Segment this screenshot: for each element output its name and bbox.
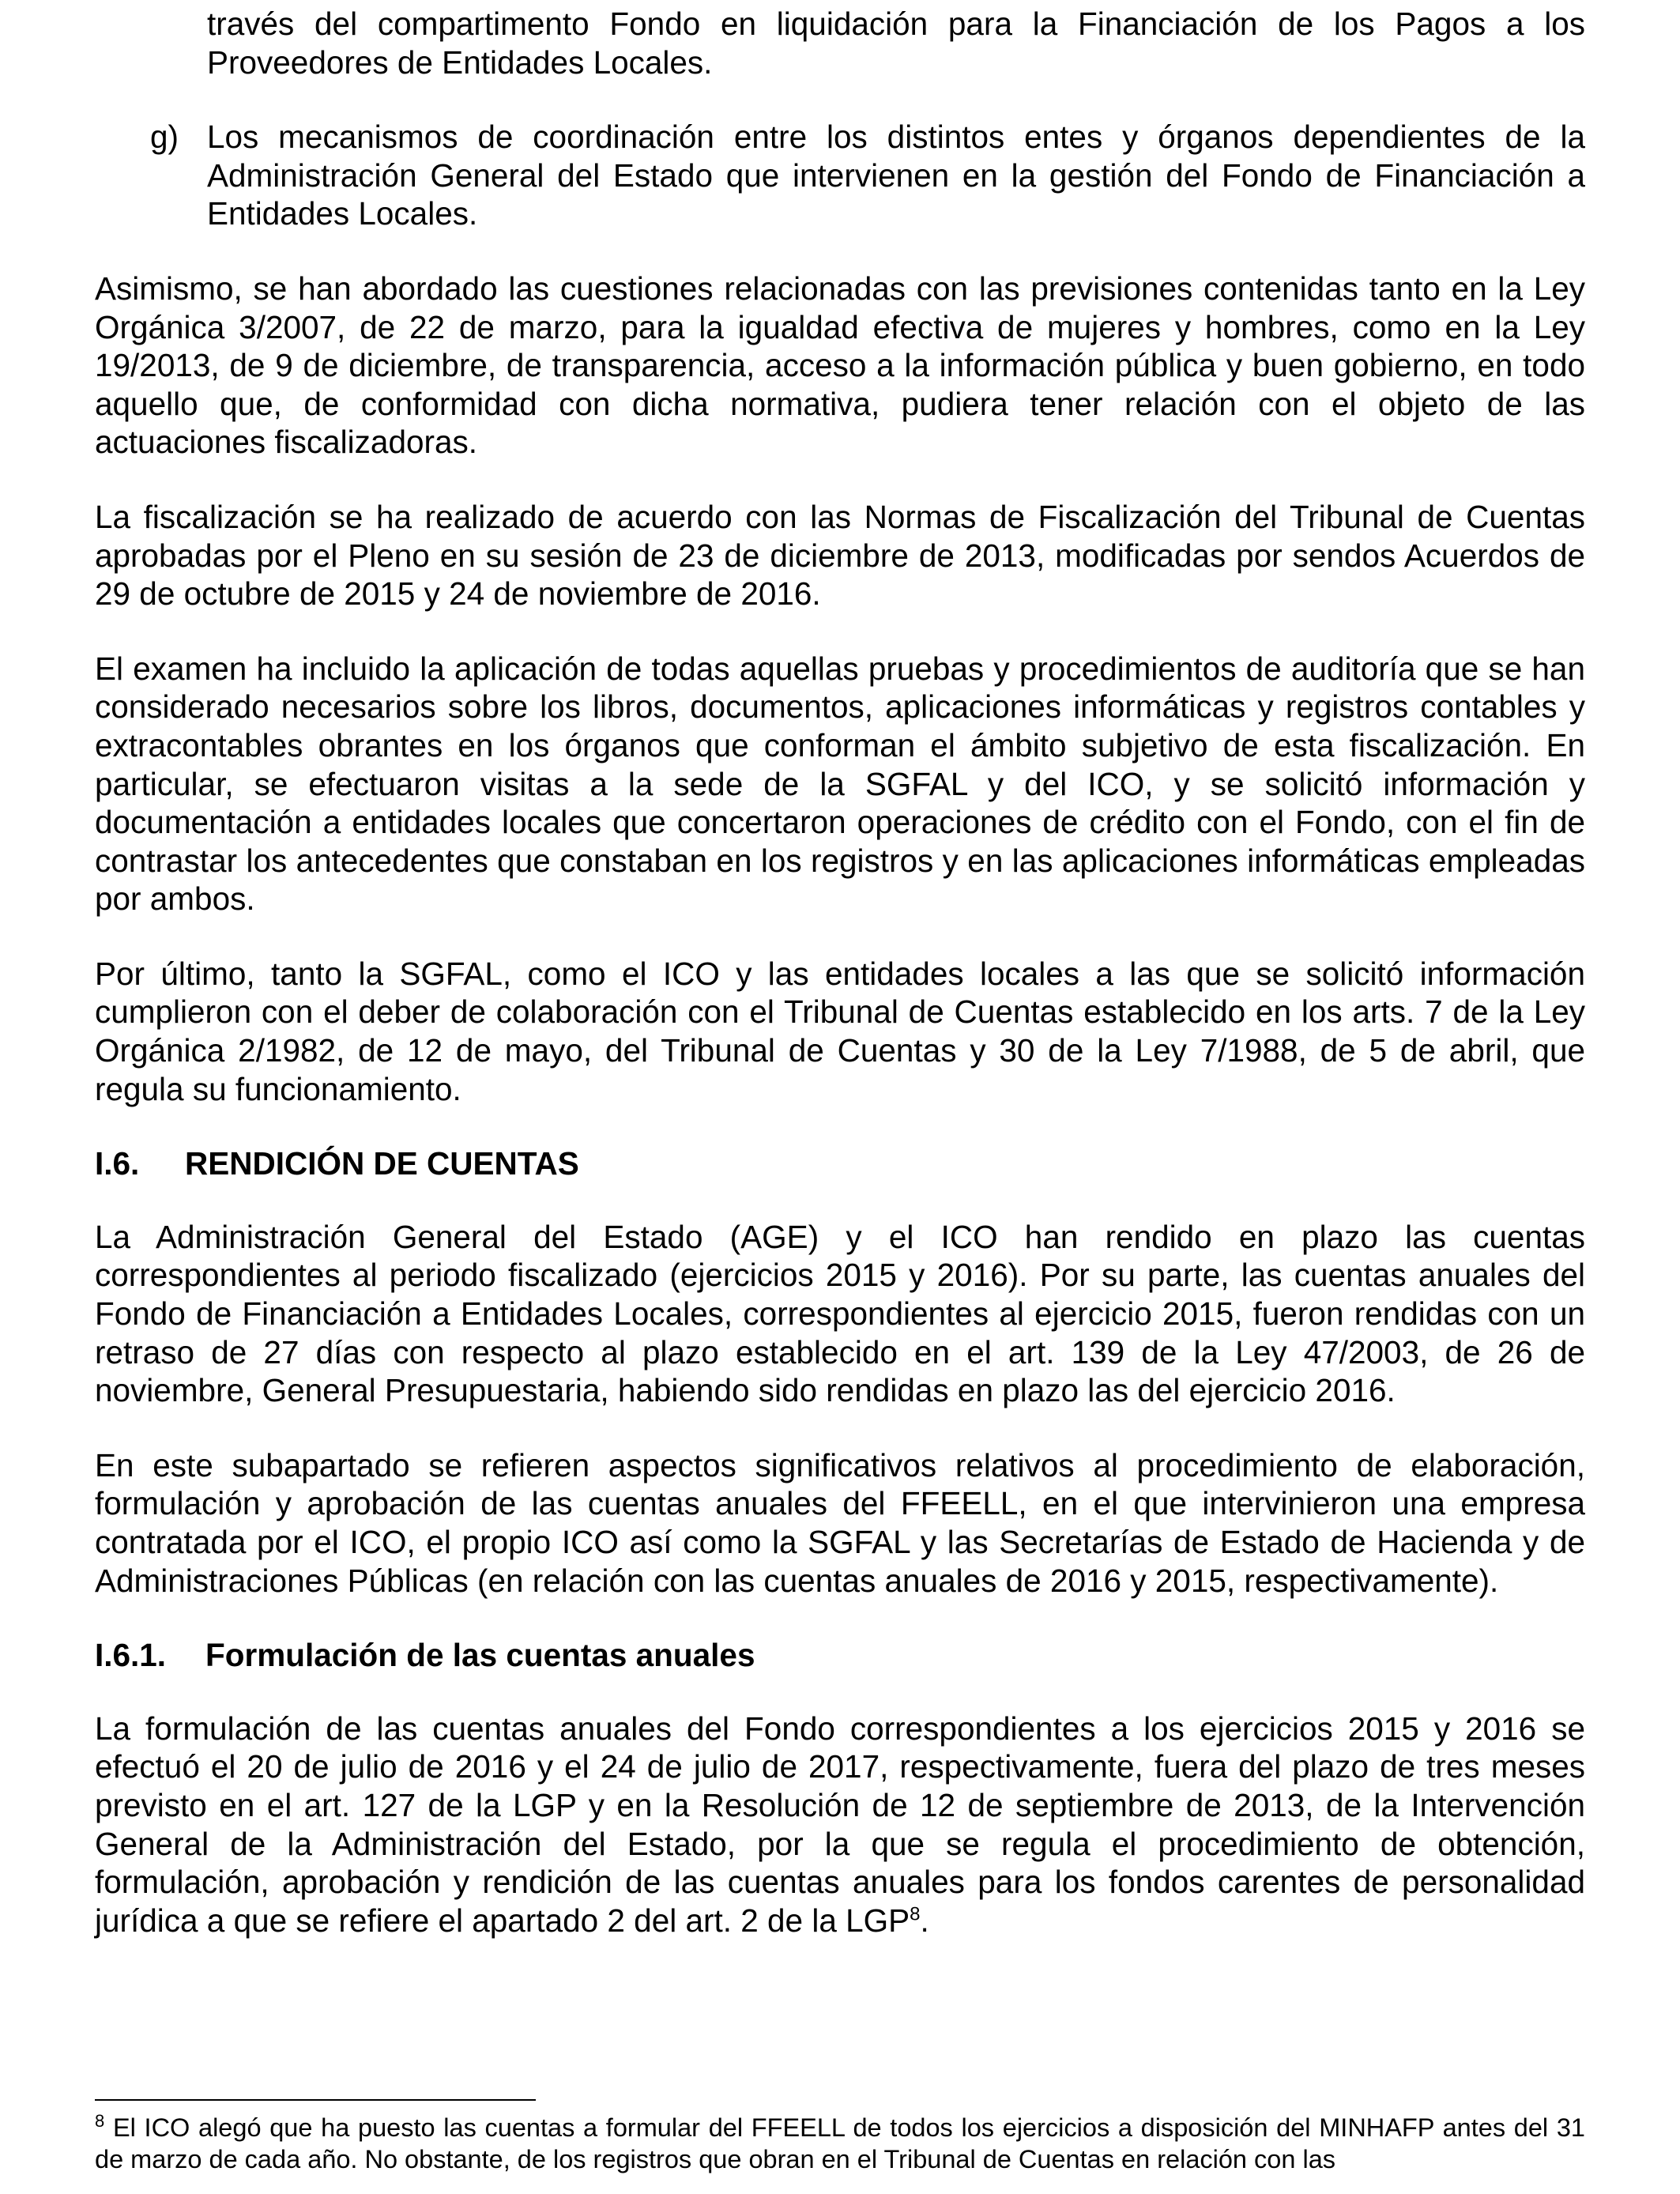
paragraph-formulacion-text: La formulación de las cuentas anuales del Fondo correspondientes a los ejercicios 2015 y 2016 se efectuó el 20 de julio de 2016 y el 24 de julio de 2017, respectivamente, fuera del plazo de tres meses previsto en el art. 127 de la LGP y en la Resolución de 12 de septiembre de 2013, de la Intervención General de la Administración del Estado, por la que se regula el procedimiento de obtención, formulación, aprobación y rendición de las cuentas anuales para los fondos carentes de personalidad jurídica a que se refiere el apartado 2 del art. 2 de la LGP: [95, 1710, 1585, 1939]
paragraph-formulacion-end: .: [920, 1902, 929, 1939]
paragraph-fiscalizacion: La fiscalización se ha realizado de acuerdo con las Normas de Fiscalización del Tribunal de Cuentas aprobadas por el Pleno en su sesión de 23 de diciembre de 2013, modificadas por sendos Acuerdos de 29 de octubre de 2015 y 24 de noviembre de 2016.: [95, 498, 1585, 613]
footnote-separator: [95, 2099, 536, 2101]
paragraph-age-ico: La Administración General del Estado (AGE) y el ICO han rendido en plazo las cuentas correspondientes al periodo fiscalizado (ejercicios 2015 y 2016). Por su parte, las cuentas anuales del Fondo de Financiación a Entidades Locales, correspondientes al ejercicio 2015, fueron rendidas con un retraso de 27 días con respecto al plazo establecido en el art. 139 de la Ley 47/2003, de 26 de noviembre, General Presupuestaria, habiendo sido rendidas en plazo las del ejercicio 2016.: [95, 1218, 1585, 1409]
paragraph-subapartado: En este subapartado se refieren aspectos significativos relativos al procedimiento de elaboración, formulación y aprobación de las cuentas anuales del FFEELL, en el que intervinieron una empresa contratada por el ICO, el propio ICO así como la SGFAL y las Secretarías de Estado de Hacienda y de Administraciones Públicas (en relación con las cuentas anuales de 2016 y 2015, respectivamente).: [95, 1446, 1585, 1599]
list-marker: g): [150, 119, 179, 156]
footnote-marker: 8: [95, 2111, 105, 2132]
footnote: [95, 2112, 1585, 2175]
subsection-title: Formulación de las cuentas anuales: [205, 1637, 755, 1674]
paragraph-asimismo: Asimismo, se han abordado las cuestiones relacionadas con las previsiones contenidas tanto en la Ley Orgánica 3/2007, de 22 de marzo, para la igualdad efectiva de mujeres y hombres, como en la Ley 19/2013, de 9 de diciembre, de transparencia, acceso a la información pública y buen gobierno, en todo aquello que, de conformidad con dicha normativa, pudiera tener relación con el objeto de las actuaciones fiscalizadoras.: [95, 270, 1585, 461]
paragraph-ultimo: Por último, tanto la SGFAL, como el ICO y las entidades locales a las que se solicitó información cumplieron con el deber de colaboración con el Tribunal de Cuentas establecido en los arts. 7 de la Ley Orgánica 2/1982, de 12 de mayo, del Tribunal de Cuentas y 30 de la Ley 7/1988, de 5 de abril, que regula su funcionamiento.: [95, 955, 1585, 1107]
list-item-text: Los mecanismos de coordinación entre los distintos entes y órganos dependientes de la Administración General del Estado que intervienen en la gestión del Fondo de Financiación a Entidades Locales.: [207, 119, 1585, 232]
section-heading-rendicion: [95, 1144, 1585, 1183]
list-item-continuation: [95, 5, 1585, 81]
section-title: RENDICIÓN DE CUENTAS: [185, 1145, 579, 1182]
footnote-reference[interactable]: 8: [910, 1903, 921, 1925]
section-heading-formulacion: [95, 1636, 1585, 1675]
paragraph-examen: El examen ha incluido la aplicación de todas aquellas pruebas y procedimientos de auditoría que se han considerado necesarios sobre los libros, documentos, aplicaciones informáticas y registros contables y extracontables obrantes en los órganos que conforman el ámbito subjetivo de esta fiscalización. En particular, se efectuaron visitas a la sede de la SGFAL y del ICO, y se solicitó información y documentación a entidades locales que concertaron operaciones de crédito con el Fondo, con el fin de contrastar los antecedentes que constaban en los registros y en las aplicaciones informáticas empleadas por ambos.: [95, 650, 1585, 918]
footnote-text: El ICO alegó que ha puesto las cuentas a formular del FFEELL de todos los ejercicios a disposición del MINHAFP antes del 31 de marzo de cada año. No obstante, de los registros que obran en el Tribunal de Cuentas en relación con las: [95, 2113, 1585, 2173]
section-number: I.6.: [95, 1145, 140, 1182]
paragraph-formulacion: [95, 1710, 1585, 1940]
list-item-g: [95, 118, 1585, 233]
list-item-text: través del compartimento Fondo en liquidación para la Financiación de los Pagos a los Proveedores de Entidades Locales.: [207, 6, 1585, 81]
page-body: [95, 5, 1585, 1976]
subsection-number: I.6.1.: [95, 1637, 167, 1674]
